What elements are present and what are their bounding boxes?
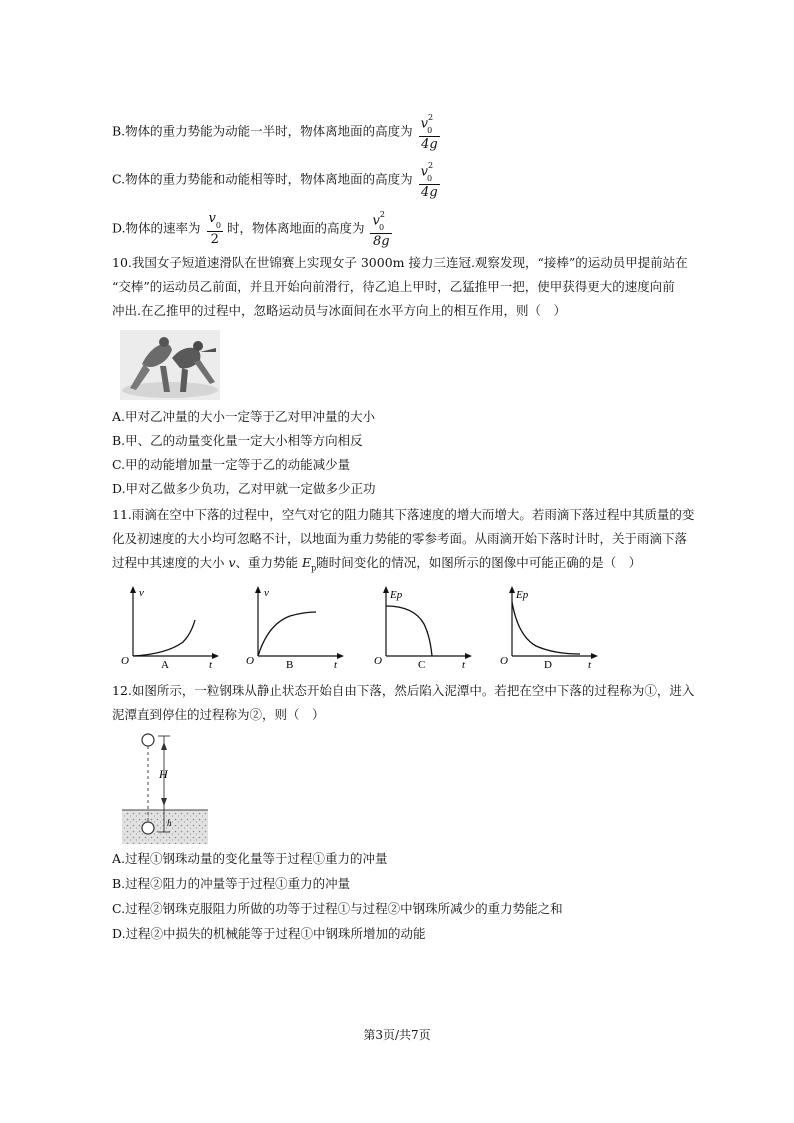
ball-end-icon (142, 822, 154, 834)
q11-stem-line-1: 11.雨滴在空中下落的过程中，空气对它的阻力随其下落速度的增大而增大。若雨滴下落过程中其质量的变 (112, 507, 695, 522)
q9-option-c-text: C.物体的重力势能和动能相等时，物体离地面的高度为 (112, 171, 413, 187)
ball-drop-figure (120, 728, 210, 846)
graph-c-xlabel: t (462, 659, 466, 670)
mud-layer (122, 810, 208, 844)
q10-option-a: A.甲对乙冲量的大小一定等于乙对甲冲量的大小 (112, 409, 376, 424)
q9-option-d-text-1: D.物体的速率为 (112, 220, 201, 236)
q10-option-c: C.甲的动能增加量一定等于乙的动能减少量 (112, 457, 351, 472)
q9-option-c (112, 160, 440, 200)
q9-option-b-fraction: $\frac{v^2_0}{4g}$ (419, 112, 441, 152)
skaters-photo (120, 330, 220, 400)
page-number: 第3页/共7页 (363, 1028, 431, 1042)
q9-option-b (112, 112, 440, 152)
q9-option-b-text: B.物体的重力势能为动能一半时，物体离地面的高度为 (112, 123, 413, 139)
q12-option-c: C.过程②钢珠克服阻力所做的功等于过程①与过程②中钢珠所减少的重力势能之和 (112, 901, 563, 916)
graph-a-origin: O (121, 655, 129, 667)
graph-a-xlabel: t (209, 659, 213, 670)
q9-option-d (112, 209, 392, 249)
q12-option-a: A.过程①钢珠动量的变化量等于过程①重力的冲量 (112, 851, 388, 866)
q12-option-b: B.过程②阻力的冲量等于过程①重力的冲量 (112, 876, 351, 891)
graph-c-curve (386, 606, 432, 656)
graph-b (242, 584, 350, 670)
graph-d (496, 584, 604, 670)
graph-b-origin: O (246, 655, 254, 667)
graph-d-letter: D (544, 659, 552, 670)
height-label-H: H (159, 767, 168, 781)
graph-a-ylabel: v (139, 587, 144, 599)
graph-c-ylabel: Ep (390, 589, 403, 601)
q10-stem-line-2: “交棒”的运动员乙前面，并且开始向前滑行，待乙追上甲时，乙猛推甲一把，使甲获得更大的速度向前 (112, 279, 675, 294)
q12-stem-line-2: 泥潭直到停住的过程称为②，则（ ） (112, 707, 325, 722)
graph-a-letter: A (161, 659, 169, 670)
q11-stem-line-3: 过程中其速度的大小 v、重力势能 $E_p$随时间变化的情况，如图所示的图像中可能正确的是（ ） (112, 555, 642, 573)
q12-option-d: D.过程②中损失的机械能等于过程①中钢珠所增加的动能 (112, 926, 426, 941)
graph-b-curve (258, 612, 316, 656)
q9-option-d-text-2: 时，物体离地面的高度为 (226, 220, 365, 236)
graph-d-origin: O (500, 655, 508, 667)
graph-d-curve (512, 602, 580, 654)
depth-label-h: h (167, 818, 172, 828)
q9-option-c-fraction: $\frac{v^2_0}{4g}$ (419, 160, 441, 200)
graph-a (117, 584, 225, 670)
graph-d-xlabel: t (588, 659, 592, 670)
q10-option-d: D.甲对乙做多少负功，乙对甲就一定做多少正功 (112, 481, 376, 496)
q10-stem-line-1: 10.我国女子短道速滑队在世锦赛上实现女子 3000m 接力三连冠.观察发现，“接棒”的运动员甲提前站在 (112, 255, 688, 270)
q10-stem-line-3: 冲出.在乙推甲的过程中，忽略运动员与冰面间在水平方向上的相互作用，则（ ） (112, 303, 566, 318)
q10-option-b: B.甲、乙的动量变化量一定大小相等方向相反 (112, 433, 363, 448)
ball-start-icon (142, 734, 154, 746)
q11-stem-line-2: 化及初速度的大小均可忽略不计，以地面为重力势能的零参考面。从雨滴开始下落时计时，关于雨滴下落 (112, 531, 688, 546)
graph-c-letter: C (418, 659, 426, 670)
graph-c (370, 584, 478, 670)
q12-stem-line-1: 12.如图所示，一粒钢珠从静止状态开始自由下落，然后陷入泥潭中。若把在空中下落的过程称为①，进入 (112, 683, 695, 698)
graph-c-origin: O (374, 655, 382, 667)
graph-b-ylabel: v (264, 587, 269, 599)
q9-option-d-fraction-1: $\frac{v_0}{2}$ (208, 211, 221, 247)
graph-d-ylabel: Ep (516, 589, 529, 601)
graph-a-curve (133, 620, 195, 656)
graph-b-letter: B (286, 659, 294, 670)
q9-option-d-fraction-2: $\frac{v^2_0}{8g}$ (370, 209, 392, 249)
graph-b-xlabel: t (334, 659, 338, 670)
